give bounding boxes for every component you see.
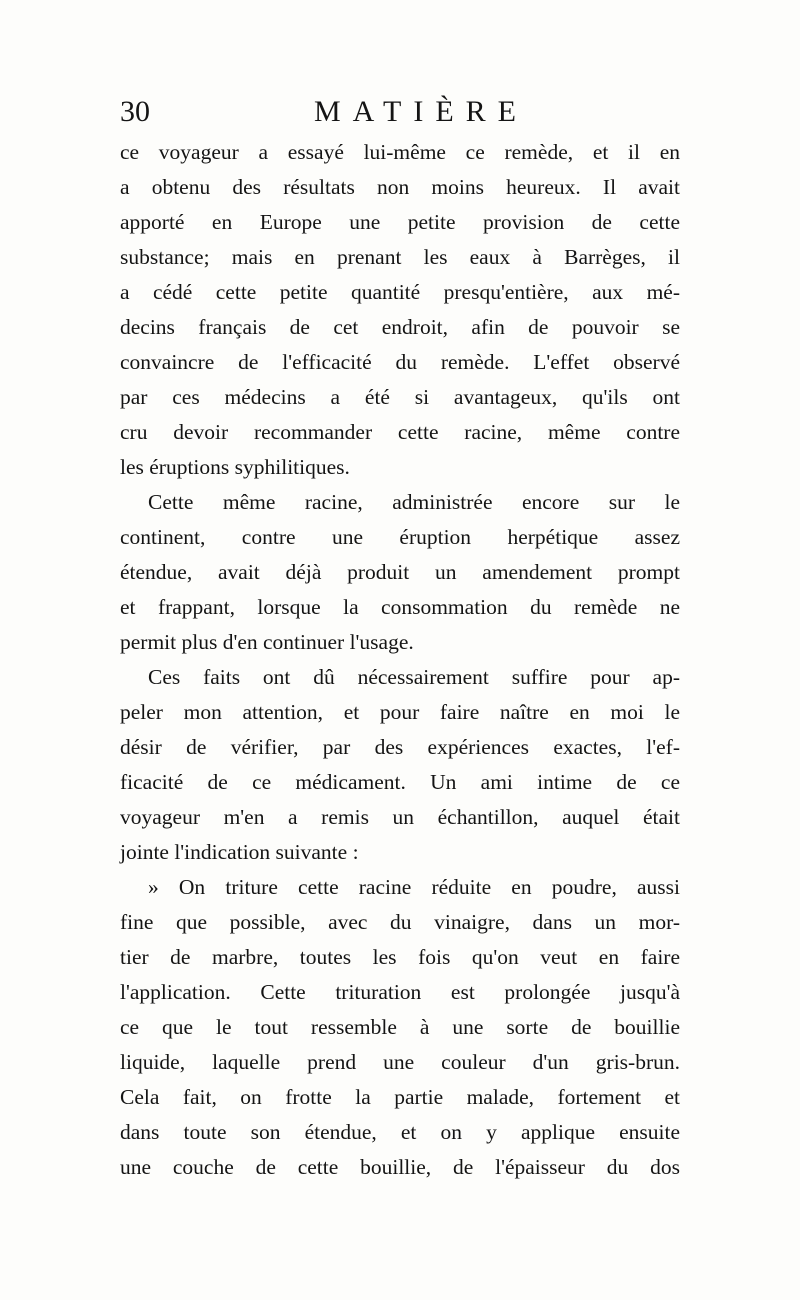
text-line: apporté en Europe une petite provision de cette [120, 210, 680, 234]
page-number: 30 [120, 95, 150, 128]
text-line: dans toute son étendue, et on y applique ensuite [120, 1120, 680, 1144]
text-line: l'application. Cette trituration est prolongée jusqu'à [120, 980, 680, 1004]
text-line: convaincre de l'efficacité du remède. L'effet observé [120, 350, 680, 374]
text-line: a obtenu des résultats non moins heureux. Il avait [120, 175, 680, 199]
running-head [120, 92, 690, 132]
body-text [120, 135, 680, 1185]
text-line: tier de marbre, toutes les fois qu'on veut en faire [120, 945, 680, 969]
text-line: désir de vérifier, par des expériences exactes, l'ef- [120, 735, 680, 759]
text-line: voyageur m'en a remis un échantillon, auquel était [120, 805, 680, 829]
text-line: et frappant, lorsque la consommation du remède ne [120, 595, 680, 619]
text-line: permit plus d'en continuer l'usage. [120, 630, 414, 654]
text-line: liquide, laquelle prend une couleur d'un gris-brun. [120, 1050, 680, 1074]
text-line: fine que possible, avec du vinaigre, dans un mor- [120, 910, 680, 934]
text-line: Cela fait, on frotte la partie malade, fortement et [120, 1085, 680, 1109]
text-line: substance; mais en prenant les eaux à Barrèges, il [120, 245, 680, 269]
text-line: decins français de cet endroit, afin de pouvoir se [120, 315, 680, 339]
text-line: Ces faits ont dû nécessairement suffire pour ap- [148, 665, 680, 689]
text-line: Cette même racine, administrée encore sur le [148, 490, 680, 514]
text-line: ficacité de ce médicament. Un ami intime de ce [120, 770, 680, 794]
text-line: les éruptions syphilitiques. [120, 455, 350, 479]
text-line: ce que le tout ressemble à une sorte de bouillie [120, 1015, 680, 1039]
text-line: a cédé cette petite quantité presqu'entière, aux mé- [120, 280, 680, 304]
text-line: cru devoir recommander cette racine, même contre [120, 420, 680, 444]
text-line: une couche de cette bouillie, de l'épaisseur du dos [120, 1155, 680, 1179]
text-line: ce voyageur a essayé lui-même ce remède, et il en [120, 140, 680, 164]
text-line: par ces médecins a été si avantageux, qu'ils ont [120, 385, 680, 409]
text-line: jointe l'indication suivante : [120, 840, 359, 864]
running-title: MATIÈRE [314, 95, 528, 128]
text-line: continent, contre une éruption herpétique assez [120, 525, 680, 549]
text-line: peler mon attention, et pour faire naître en moi le [120, 700, 680, 724]
text-line: étendue, avait déjà produit un amendement prompt [120, 560, 680, 584]
text-line: » On triture cette racine réduite en poudre, aussi [148, 875, 680, 899]
